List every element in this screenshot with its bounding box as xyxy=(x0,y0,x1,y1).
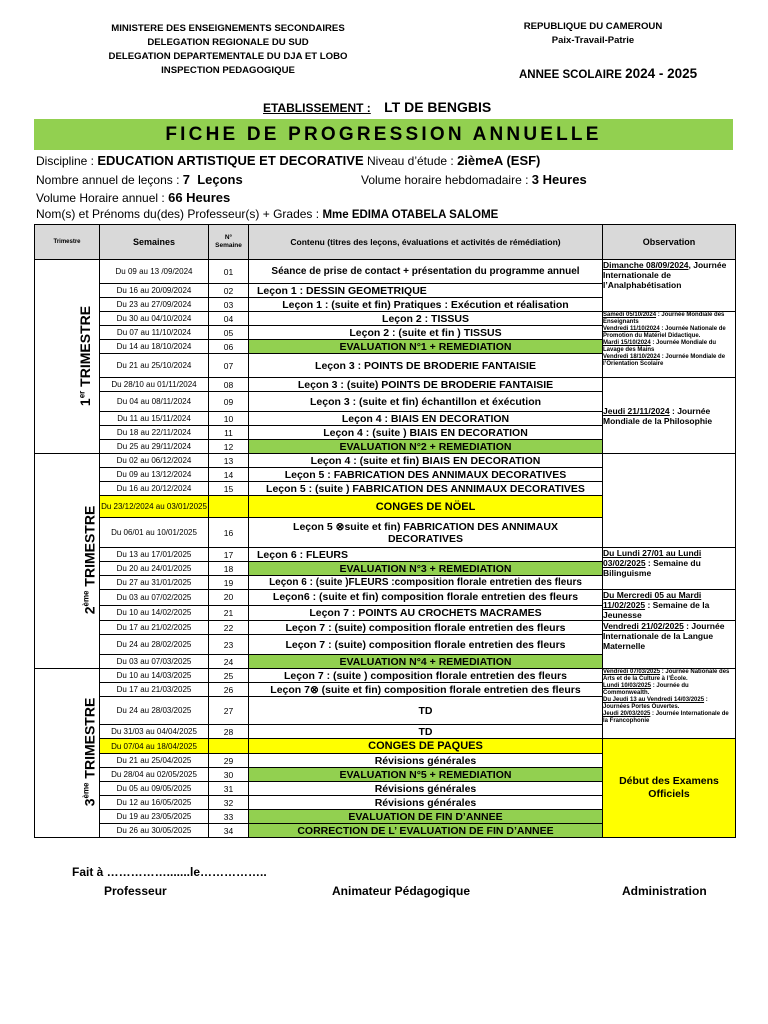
week-number: 27 xyxy=(209,697,249,725)
observation-2-line xyxy=(603,326,735,340)
week-dates: Du 16 au 20/12/2024 xyxy=(100,482,209,496)
week-number: 01 xyxy=(209,260,249,284)
week-dates: Du 24 au 28/03/2025 xyxy=(100,697,209,725)
table-row xyxy=(35,378,736,392)
week-number: 02 xyxy=(209,284,249,298)
week-dates: Du 14 au 18/10/2024 xyxy=(100,340,209,354)
week-dates: Du 07 au 11/10/2024 xyxy=(100,326,209,340)
table-row xyxy=(35,669,736,683)
content-cell: TD xyxy=(249,697,603,725)
signature-animateur: Animateur Pédagogique xyxy=(332,884,471,898)
observation-4-date: Du Lundi 27/01 au Lundi 03/02/2025 xyxy=(603,548,702,568)
week-dates: Du 05 au 09/05/2025 xyxy=(100,782,209,796)
observation-2-text: : Journée Nationale de Promotion du Matériel Didactique. xyxy=(603,326,726,339)
hebdo-label: Volume horaire hebdomadaire : xyxy=(361,173,529,187)
content-cell: Leçon 7 : (suite) composition florale entretien des fleurs xyxy=(249,635,603,655)
header-num-bottom: Semaine xyxy=(215,242,242,249)
fait-line: Fait à …………….......le…………….. xyxy=(72,865,267,879)
annuel-value: 66 Heures xyxy=(168,190,231,205)
table-row xyxy=(35,590,736,606)
lecons-line xyxy=(36,172,243,187)
content-cell: EVALUATION N°5 + REMEDIATION xyxy=(249,768,603,782)
content-cell: Leçon 6 : FLEURS xyxy=(249,548,603,562)
content-cell: CORRECTION DE L’ EVALUATION DE FIN D’ANNEE xyxy=(249,824,603,838)
trimestre-3-cell xyxy=(35,669,100,838)
observation-2-date: Vendredi 18/10/2024 xyxy=(603,354,661,360)
school-year-value: 2024 - 2025 xyxy=(625,66,698,81)
trimestre-3-word: TRIMESTRE xyxy=(81,697,98,779)
observation-4 xyxy=(603,548,736,590)
observation-7-date: Lundi 10/03/2025 xyxy=(603,683,652,689)
week-number: 09 xyxy=(209,392,249,412)
week-number: 19 xyxy=(209,576,249,590)
etablissement-value: LT DE BENGBIS xyxy=(384,99,492,115)
observation-6 xyxy=(603,621,736,669)
professeur-line xyxy=(36,207,498,221)
discipline-label: Discipline : xyxy=(36,154,95,168)
header-num-top: N° xyxy=(224,234,233,241)
content-cell: Leçon 5 : FABRICATION DES ANNIMAUX DECORATIVES xyxy=(249,468,603,482)
week-number: 10 xyxy=(209,412,249,426)
week-dates: Du 17 au 21/03/2025 xyxy=(100,683,209,697)
content-cell: Leçon 3 : (suite) POINTS DE BRODERIE FANTAISIE xyxy=(249,378,603,392)
header-observation: Observation xyxy=(603,225,736,260)
week-number: 04 xyxy=(209,312,249,326)
week-number: 25 xyxy=(209,669,249,683)
week-number: 06 xyxy=(209,340,249,354)
week-dates: Du 10 au 14/03/2025 xyxy=(100,669,209,683)
table-row xyxy=(35,739,736,754)
observation-5-date: Du Mercredi 05 au Mardi 11/02/2025 xyxy=(603,590,702,610)
header-semaines: Semaines xyxy=(100,225,209,260)
ministry-header xyxy=(48,22,408,78)
observation-7-line xyxy=(603,697,735,711)
region-line: DELEGATION REGIONALE DU SUD xyxy=(147,37,309,48)
content-cell: Leçon 3 : (suite et fin) échantillon et éxécution xyxy=(249,392,603,412)
hebdo-value: 3 Heures xyxy=(531,172,587,187)
observation-1 xyxy=(603,260,736,312)
week-dates: Du 24 au 28/02/2025 xyxy=(100,635,209,655)
professeur-value: Mme EDIMA OTABELA SALOME xyxy=(322,209,499,221)
observation-7-text: : Journée Nationale des Arts et de la Culture à l’École. xyxy=(603,669,730,682)
content-cell: Leçon 2 : (suite et fin ) TISSUS xyxy=(249,326,603,340)
signature-professeur: Professeur xyxy=(104,884,167,898)
content-cell: Leçon 5 ⊗suite et fin) FABRICATION DES ANNIMAUX DECORATIVES xyxy=(249,518,603,548)
content-cell: Leçon 5 : (suite ) FABRICATION DES ANNIMAUX DECORATIVES xyxy=(249,482,603,496)
observation-2-text: : Journée Mondiale du Lavage des Mains xyxy=(603,340,717,353)
trimestre-3-label xyxy=(81,698,97,807)
table-row xyxy=(35,621,736,635)
observation-2 xyxy=(603,312,736,378)
week-number: 17 xyxy=(209,548,249,562)
table-header-row xyxy=(35,225,736,260)
week-number: 16 xyxy=(209,518,249,548)
week-dates: Du 20 au 24/01/2025 xyxy=(100,562,209,576)
trimestre-2-cell xyxy=(35,454,100,669)
week-dates: Du 03 au 07/02/2025 xyxy=(100,590,209,606)
week-dates: Du 09 au 13 /09/2024 xyxy=(100,260,209,284)
observation-6-date: Vendredi 21/02/2025 xyxy=(603,621,684,631)
trimestre-2-num: 2 xyxy=(81,606,98,615)
week-number: 34 xyxy=(209,824,249,838)
week-number: 15 xyxy=(209,482,249,496)
week-dates: Du 18 au 22/11/2024 xyxy=(100,426,209,440)
week-dates: Du 11 au 15/11/2024 xyxy=(100,412,209,426)
trimestre-3-sup: ème xyxy=(81,782,91,799)
week-dates: Du 23 au 27/09/2024 xyxy=(100,298,209,312)
week-dates: Du 13 au 17/01/2025 xyxy=(100,548,209,562)
observation-6-text: : Journée Internationale de la Langue Maternelle xyxy=(603,621,725,651)
week-number: 29 xyxy=(209,754,249,768)
republic-line: REPUBLIQUE DU CAMEROUN xyxy=(523,21,663,32)
title-banner xyxy=(34,119,733,150)
observation-5 xyxy=(603,590,736,621)
trimestre-1-sup: er xyxy=(77,390,87,398)
week-number: 18 xyxy=(209,562,249,576)
content-cell: Leçon 4 : BIAIS EN DECORATION xyxy=(249,412,603,426)
content-cell: Leçon 2 : TISSUS xyxy=(249,312,603,326)
hebdo-line xyxy=(361,172,587,187)
observation-1-text: , Journée Internationale de l’Analphabétisation xyxy=(603,260,727,290)
observation-7-text: : Journées Portes Ouvertes. xyxy=(603,697,708,710)
observation-7-date: Jeudi 20/03/2025 xyxy=(603,711,651,717)
etablissement xyxy=(263,99,491,115)
etablissement-label: ETABLISSEMENT : xyxy=(263,101,371,115)
observation-empty xyxy=(603,454,736,548)
observation-2-date: Mardi 15/10/2024 xyxy=(603,340,651,346)
school-year-label: ANNEE SCOLAIRE xyxy=(519,69,622,81)
observation-2-line xyxy=(603,340,735,354)
table-row xyxy=(35,312,736,326)
week-number: 24 xyxy=(209,655,249,669)
observation-2-line xyxy=(603,312,735,326)
content-cell: CONGES DE NÖEL xyxy=(249,496,603,518)
observation-4-text: : Semaine du Bilinguisme xyxy=(603,558,701,578)
content-cell: Leçon6 : (suite et fin) composition florale entretien des fleurs xyxy=(249,590,603,606)
observation-3-text: : Journée Mondiale de la Philosophie xyxy=(603,405,713,426)
week-number: 33 xyxy=(209,810,249,824)
week-dates: Du 16 au 20/09/2024 xyxy=(100,284,209,298)
week-dates: Du 02 au 06/12/2024 xyxy=(100,454,209,468)
week-dates: Du 28/10 au 01/11/2024 xyxy=(100,378,209,392)
observation-7-text: : Journée du Commonwealth. xyxy=(603,683,689,696)
republic-header xyxy=(478,20,708,48)
week-dates: Du 31/03 au 04/04/2025 xyxy=(100,725,209,739)
content-cell: Révisions générales xyxy=(249,754,603,768)
niveau-value: 2ièmeA (ESF) xyxy=(457,153,541,168)
week-number xyxy=(209,739,249,754)
motto-line: Paix-Travail-Patrie xyxy=(551,35,635,46)
week-number xyxy=(209,496,249,518)
trimestre-1-label xyxy=(77,305,93,405)
content-cell: Leçon 7 : (suite ) composition florale entretien des fleurs xyxy=(249,669,603,683)
annuel-line xyxy=(36,190,230,205)
department-line: DELEGATION DEPARTEMENTALE DU DJA ET LOBO xyxy=(108,51,348,62)
week-number: 07 xyxy=(209,354,249,378)
signature-administration: Administration xyxy=(622,884,707,898)
week-dates: Du 19 au 23/05/2025 xyxy=(100,810,209,824)
content-cell: Leçon 7 : (suite) composition florale entretien des fleurs xyxy=(249,621,603,635)
trimestre-3-num: 3 xyxy=(81,798,98,807)
week-number: 30 xyxy=(209,768,249,782)
header-trimestre: Trimestre xyxy=(35,225,100,260)
trimestre-1-num: 1 xyxy=(77,397,94,406)
observation-7-date: Vendredi 07/03/2025 xyxy=(603,669,661,675)
observation-1-date: Dimanche 08/09/2024 xyxy=(603,260,689,270)
table-row xyxy=(35,454,736,468)
week-number: 21 xyxy=(209,605,249,621)
content-cell: CONGES DE PAQUES xyxy=(249,739,603,754)
week-dates: Du 03 au 07/03/2025 xyxy=(100,655,209,669)
content-cell: EVALUATION DE FIN D’ANNEE xyxy=(249,810,603,824)
trimestre-2-word: TRIMESTRE xyxy=(81,505,98,587)
observation-7-line xyxy=(603,669,735,683)
observation-2-date: Vendredi 11/10/2024 xyxy=(603,326,660,332)
content-cell: Révisions générales xyxy=(249,796,603,810)
week-dates: Du 07/04 au 18/04/2025 xyxy=(100,739,209,754)
week-dates: Du 21 au 25/04/2025 xyxy=(100,754,209,768)
week-dates: Du 09 au 13/12/2024 xyxy=(100,468,209,482)
content-cell: EVALUATION N°2 + REMEDIATION xyxy=(249,440,603,454)
observation-2-line xyxy=(603,354,735,368)
header-num xyxy=(209,225,249,260)
content-cell: EVALUATION N°3 + REMEDIATION xyxy=(249,562,603,576)
week-number: 20 xyxy=(209,590,249,606)
week-number: 14 xyxy=(209,468,249,482)
week-dates: Du 12 au 16/05/2025 xyxy=(100,796,209,810)
content-cell: EVALUATION N°4 + REMEDIATION xyxy=(249,655,603,669)
content-cell: Leçon 3 : POINTS DE BRODERIE FANTAISIE xyxy=(249,354,603,378)
page-title: FICHE DE PROGRESSION ANNUELLE xyxy=(165,123,602,145)
week-dates: Du 04 au 08/11/2024 xyxy=(100,392,209,412)
observation-2-text: : Journée Mondiale des Enseignants xyxy=(603,312,725,325)
week-number: 08 xyxy=(209,378,249,392)
content-cell: EVALUATION N°1 + REMEDIATION xyxy=(249,340,603,354)
content-cell: Leçon 4 : (suite ) BIAIS EN DECORATION xyxy=(249,426,603,440)
observation-2-date: Samedi 05/10/2024 xyxy=(603,312,657,318)
week-dates: Du 28/04 au 02/05/2025 xyxy=(100,768,209,782)
week-number: 12 xyxy=(209,440,249,454)
header-contenu: Contenu (titres des leçons, évaluations et activités de rémédiation) xyxy=(249,225,603,260)
content-cell: Leçon 7⊗ (suite et fin) composition florale entretien des fleurs xyxy=(249,683,603,697)
inspection-line: INSPECTION PEDAGOGIQUE xyxy=(161,65,295,76)
trimestre-2-label xyxy=(81,506,97,615)
week-dates: Du 21 au 25/10/2024 xyxy=(100,354,209,378)
discipline-value: EDUCATION ARTISTIQUE ET DECORATIVE xyxy=(97,153,364,168)
niveau-label: Niveau d’étude : xyxy=(366,154,454,168)
week-number: 32 xyxy=(209,796,249,810)
week-number: 03 xyxy=(209,298,249,312)
school-year xyxy=(519,66,697,81)
trimestre-1-cell xyxy=(35,260,100,454)
observation-2-text: : Journée Mondiale de l’Orientation Scolaire xyxy=(603,354,726,367)
table-row xyxy=(35,260,736,284)
trimestre-1-word: TRIMESTRE xyxy=(77,305,94,387)
lecons-value: 7 Leçons xyxy=(182,172,243,187)
observation-5-text: : Semaine de la Jeunesse xyxy=(603,600,710,620)
week-number: 23 xyxy=(209,635,249,655)
week-number: 28 xyxy=(209,725,249,739)
professeur-label: Nom(s) et Prénoms du(des) Professeur(s) + Grades : xyxy=(36,207,320,221)
trimestre-2-sup: ème xyxy=(81,590,91,607)
week-number: 31 xyxy=(209,782,249,796)
week-number: 22 xyxy=(209,621,249,635)
ministry-line: MINISTERE DES ENSEIGNEMENTS SECONDAIRES xyxy=(111,23,345,34)
progression-table xyxy=(34,224,736,838)
annuel-label: Volume Horaire annuel : xyxy=(36,191,165,205)
content-cell: Leçon 6 : (suite )FLEURS :composition florale entretien des fleurs xyxy=(249,576,603,590)
table-row xyxy=(35,548,736,562)
week-dates: Du 17 au 21/02/2025 xyxy=(100,621,209,635)
week-dates: Du 26 au 30/05/2025 xyxy=(100,824,209,838)
week-number: 13 xyxy=(209,454,249,468)
content-cell: Leçon 1 : (suite et fin) Pratiques : Exécution et réalisation xyxy=(249,298,603,312)
week-dates: Du 23/12/2024 au 03/01/2025 xyxy=(100,496,209,518)
week-dates: Du 30 au 04/10/2024 xyxy=(100,312,209,326)
lecons-label: Nombre annuel de leçons : xyxy=(36,173,180,187)
observation-7-line xyxy=(603,711,735,725)
week-dates: Du 10 au 14/02/2025 xyxy=(100,605,209,621)
week-number: 26 xyxy=(209,683,249,697)
week-number: 05 xyxy=(209,326,249,340)
content-cell: Leçon 1 : DESSIN GEOMETRIQUE xyxy=(249,284,603,298)
discipline-line xyxy=(36,153,540,168)
content-cell: Leçon 4 : (suite et fin) BIAIS EN DECORATION xyxy=(249,454,603,468)
observation-3 xyxy=(603,378,736,454)
week-dates: Du 06/01 au 10/01/2025 xyxy=(100,518,209,548)
content-cell: TD xyxy=(249,725,603,739)
week-dates: Du 27 au 31/01/2025 xyxy=(100,576,209,590)
week-dates: Du 25 au 29/11/2024 xyxy=(100,440,209,454)
content-cell: Leçon 7 : POINTS AU CROCHETS MACRAMES xyxy=(249,605,603,621)
week-number: 11 xyxy=(209,426,249,440)
observation-7-date: Du Jeudi 13 au Vendredi 14/03/2025 xyxy=(603,697,705,703)
observation-3-date: Jeudi 21/11/2024 xyxy=(603,405,670,416)
content-cell: Révisions générales xyxy=(249,782,603,796)
observation-8-text: Début des Examens Officiels xyxy=(619,775,719,800)
observation-7-line xyxy=(603,683,735,697)
observation-7 xyxy=(603,669,736,739)
observation-7-text: : Journée Internationale de la Francophonie xyxy=(603,711,729,724)
content-cell: Séance de prise de contact + présentation du programme annuel xyxy=(249,260,603,284)
observation-8 xyxy=(603,739,736,838)
